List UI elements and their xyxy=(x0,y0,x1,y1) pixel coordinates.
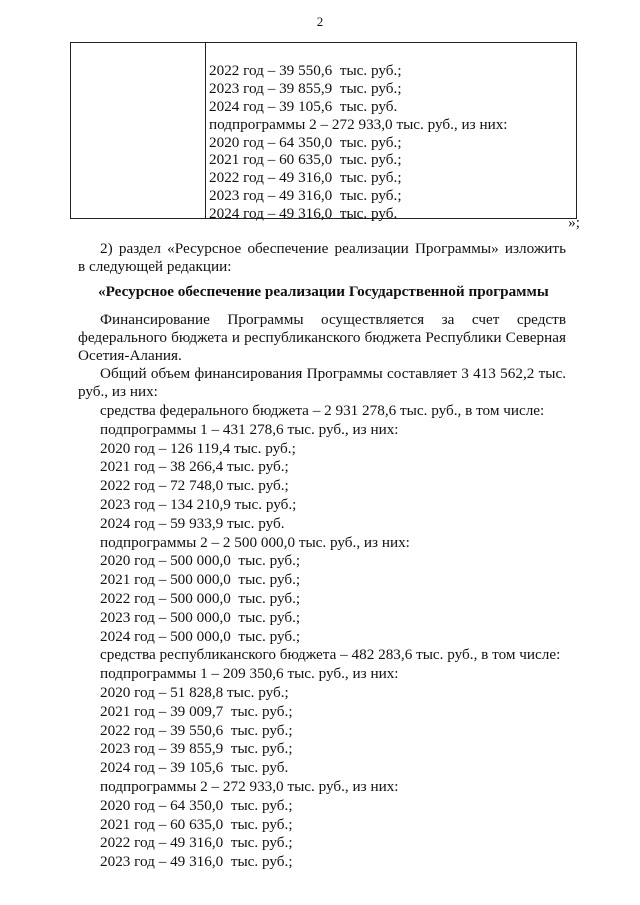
funding-line: 2023 год – 134 210,9 тыс. руб.; xyxy=(100,495,297,513)
funding-line: 2022 год – 72 748,0 тыс. руб.; xyxy=(100,477,289,495)
table-line: подпрограммы 2 – 272 933,0 тыс. руб., из них: xyxy=(209,115,508,133)
table-line: 2023 год – 39 855,9 тыс. руб.; xyxy=(209,79,402,97)
table-line: 2022 год – 39 550,6 тыс. руб.; xyxy=(209,62,402,79)
funding-table xyxy=(70,42,577,223)
funding-line: 2021 год – 39 009,7 тыс. руб.; xyxy=(100,702,293,720)
total-paragraph xyxy=(78,365,566,401)
section-item-line: в следующей редакции: xyxy=(78,258,232,275)
funding-line: 2024 год – 500 000,0 тыс. руб.; xyxy=(100,627,301,645)
funding-line: 2020 год – 500 000,0 тыс. руб.; xyxy=(100,552,301,570)
table-line: 2020 год – 64 350,0 тыс. руб.; xyxy=(209,133,402,151)
funding-line: 2020 год – 126 119,4 тыс. руб.; xyxy=(100,439,296,457)
table-line: 2021 год – 60 635,0 тыс. руб.; xyxy=(209,151,402,169)
funding-line: 2023 год – 500 000,0 тыс. руб.; xyxy=(100,608,301,626)
funding-line: 2020 год – 64 350,0 тыс. руб.; xyxy=(100,796,293,814)
table-line: 2022 год – 49 316,0 тыс. руб.; xyxy=(209,169,402,187)
funding-line: 2020 год – 51 828,8 тыс. руб.; xyxy=(100,683,289,701)
funding-line: 2024 год – 39 105,6 тыс. руб. xyxy=(100,759,289,777)
funding-line: подпрограммы 2 – 272 933,0 тыс. руб., из них: xyxy=(100,777,399,795)
section-item-line: 2) раздел «Ресурсное обеспечение реализации Программы» изложить xyxy=(100,240,566,257)
funding-line: средства федерального бюджета – 2 931 278,6 тыс. руб., в том числе: xyxy=(100,402,545,419)
funding-line: 2021 год – 60 635,0 тыс. руб.; xyxy=(100,815,293,833)
funding-line: подпрограммы 1 – 431 278,6 тыс. руб., из них: xyxy=(100,420,399,438)
funding-line: средства республиканского бюджета – 482 283,6 тыс. руб., в том числе: xyxy=(100,646,561,664)
financing-paragraph xyxy=(78,311,566,365)
funding-line: 2021 год – 38 266,4 тыс. руб.; xyxy=(100,458,289,476)
paragraph-line: Общий объем финансирования Программы составляет 3 413 562,2 тыс. xyxy=(100,365,566,382)
page-number: 2 xyxy=(316,14,324,29)
table-line: 2023 год – 49 316,0 тыс. руб.; xyxy=(209,187,402,205)
funding-line: подпрограммы 1 – 209 350,6 тыс. руб., из них: xyxy=(100,665,399,683)
closing-quote-mark: »; xyxy=(568,214,580,231)
paragraph-line: Финансирование Программы осуществляется за счет средств xyxy=(100,311,566,328)
funding-line: 2024 год – 59 933,9 тыс. руб. xyxy=(100,514,285,532)
table-right-cell xyxy=(206,43,576,223)
funding-line: 2022 год – 49 316,0 тыс. руб.; xyxy=(100,834,293,852)
paragraph-line: федерального бюджета и республиканского бюджета Республики Северная xyxy=(78,329,566,346)
paragraph-line: Осетия-Алания. xyxy=(78,347,182,364)
funding-line: подпрограммы 2 – 2 500 000,0 тыс. руб., из них: xyxy=(100,533,410,551)
section-heading: «Ресурсное обеспечение реализации Государственной программы xyxy=(98,283,549,300)
table-left-cell xyxy=(71,43,206,218)
funding-line: 2023 год – 49 316,0 тыс. руб.; xyxy=(100,853,293,871)
funding-line: 2022 год – 500 000,0 тыс. руб.; xyxy=(100,589,301,607)
table-line: 2024 год – 49 316,0 тыс. руб. xyxy=(209,205,398,223)
section-item xyxy=(78,240,566,276)
paragraph-line: руб., из них: xyxy=(78,383,158,400)
funding-line: 2023 год – 39 855,9 тыс. руб.; xyxy=(100,740,293,758)
funding-line: 2021 год – 500 000,0 тыс. руб.; xyxy=(100,571,301,589)
funding-list xyxy=(100,402,580,872)
table-line: 2024 год – 39 105,6 тыс. руб. xyxy=(209,97,398,115)
funding-line: 2022 год – 39 550,6 тыс. руб.; xyxy=(100,721,293,739)
